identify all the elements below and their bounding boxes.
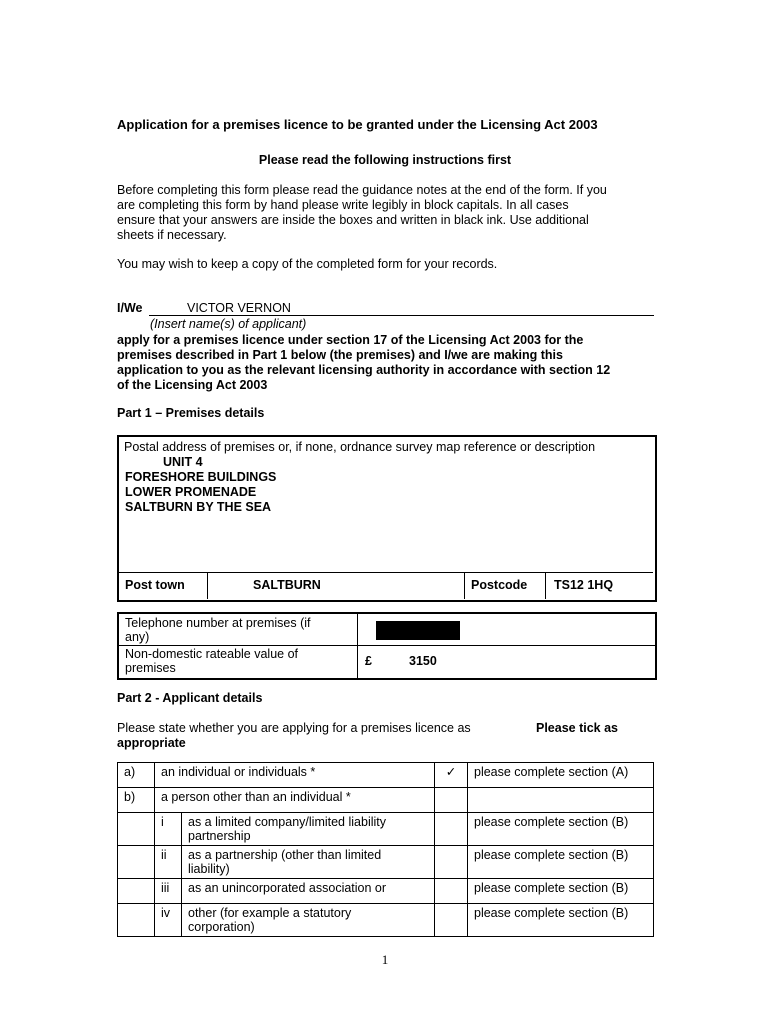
- rateable-label-line: Non-domestic rateable value of: [125, 647, 299, 661]
- desc-line: other (for example a statutory: [188, 906, 352, 920]
- application-statement: [117, 333, 662, 393]
- applicant-type-question: Please state whether you are applying for a premises licence as: [117, 721, 471, 735]
- part2-heading: Part 2 - Applicant details: [117, 691, 263, 705]
- copy-note: You may wish to keep a copy of the completed form for your records.: [117, 257, 498, 271]
- instructions-line: are completing this form by hand please write legibly in block capitals. In all cases: [117, 198, 569, 212]
- tick-checkbox[interactable]: [435, 788, 468, 813]
- applicant-name: VICTOR VERNON: [187, 301, 291, 315]
- empty-cell: [118, 904, 155, 937]
- postcode-label: Postcode: [471, 578, 528, 592]
- address-line: SALTBURN BY THE SEA: [125, 500, 272, 514]
- tick-checkbox[interactable]: [435, 813, 468, 846]
- desc-line: liability): [188, 862, 230, 876]
- desc-line: corporation): [188, 920, 255, 934]
- row-description: [182, 813, 435, 846]
- row-action: please complete section (A): [468, 763, 654, 788]
- rateable-label: [125, 647, 298, 675]
- address-line: LOWER PROMENADE: [125, 485, 257, 499]
- applicant-type-table: [117, 762, 654, 937]
- instructions-line: sheets if necessary.: [117, 228, 227, 242]
- statement-line: application to you as the relevant licensing authority in accordance with section 12: [117, 363, 611, 377]
- empty-cell: [118, 813, 155, 846]
- table-row: [118, 763, 654, 788]
- page-number: 1: [381, 952, 389, 967]
- redacted-telephone: [376, 621, 460, 640]
- row-description: [182, 846, 435, 879]
- row-action: please complete section (B): [468, 904, 654, 937]
- tick-instruction-cont: appropriate: [117, 736, 186, 750]
- address-label: Postal address of premises or, if none, ordnance survey map reference or description: [124, 440, 596, 454]
- desc-line: partnership: [188, 829, 251, 843]
- table-row: [118, 788, 654, 813]
- post-town-row: [117, 572, 653, 599]
- tick-checkbox[interactable]: [435, 879, 468, 904]
- part1-heading: Part 1 – Premises details: [117, 406, 265, 420]
- row-number: iv: [155, 904, 182, 937]
- post-town-label: Post town: [125, 578, 185, 592]
- address-line: FORESHORE BUILDINGS: [125, 470, 277, 484]
- tick-checkbox[interactable]: ✓: [435, 763, 468, 788]
- desc-line: as a partnership (other than limited: [188, 848, 382, 862]
- row-action: please complete section (B): [468, 879, 654, 904]
- empty-cell: [118, 879, 155, 904]
- row-description: an individual or individuals *: [155, 763, 435, 788]
- applicant-hint: (Insert name(s) of applicant): [150, 317, 307, 331]
- instructions-line: ensure that your answers are inside the boxes and written in black ink. Use additional: [117, 213, 589, 227]
- table-row: [118, 904, 654, 937]
- row-action: [468, 788, 654, 813]
- table-row: [118, 813, 654, 846]
- rateable-value[interactable]: 3150: [409, 654, 437, 668]
- rateable-label-line: premises: [125, 661, 176, 675]
- address-line: UNIT 4: [163, 455, 203, 469]
- row-number: ii: [155, 846, 182, 879]
- empty-cell: [118, 846, 155, 879]
- instructions-paragraph: [117, 183, 662, 243]
- telephone-label-line: any): [125, 630, 150, 644]
- applicant-label: I/We: [117, 301, 143, 315]
- row-description: [182, 879, 435, 904]
- instructions-line: Before completing this form please read the guidance notes at the end of the form. If you: [117, 183, 607, 197]
- statement-line: of the Licensing Act 2003: [117, 378, 268, 392]
- telephone-label-line: Telephone number at premises (if: [125, 616, 311, 630]
- row-number: iii: [155, 879, 182, 904]
- currency-symbol: £: [365, 654, 372, 668]
- tick-checkbox[interactable]: [435, 904, 468, 937]
- row-action: please complete section (B): [468, 813, 654, 846]
- telephone-label: [125, 616, 311, 644]
- premises-address: [125, 455, 276, 515]
- statement-line: apply for a premises licence under section 17 of the Licensing Act 2003 for the: [117, 333, 584, 347]
- row-action: please complete section (B): [468, 846, 654, 879]
- row-letter: a): [118, 763, 155, 788]
- desc-line: as a limited company/limited liability: [188, 815, 386, 829]
- tick-instruction: Please tick as: [536, 721, 619, 735]
- desc-line: as an unincorporated association or: [188, 881, 387, 895]
- row-description: [182, 904, 435, 937]
- statement-line: premises described in Part 1 below (the premises) and I/we are making this: [117, 348, 563, 362]
- post-town-value[interactable]: SALTBURN: [253, 578, 321, 592]
- row-letter: b): [118, 788, 155, 813]
- postcode-value[interactable]: TS12 1HQ: [554, 578, 614, 592]
- instructions-heading: Please read the following instructions first: [258, 153, 512, 167]
- row-number: i: [155, 813, 182, 846]
- table-row: [118, 846, 654, 879]
- tick-checkbox[interactable]: [435, 846, 468, 879]
- form-title: Application for a premises licence to be granted under the Licensing Act 2003: [117, 117, 598, 132]
- table-row: [118, 879, 654, 904]
- row-description: a person other than an individual *: [155, 788, 435, 813]
